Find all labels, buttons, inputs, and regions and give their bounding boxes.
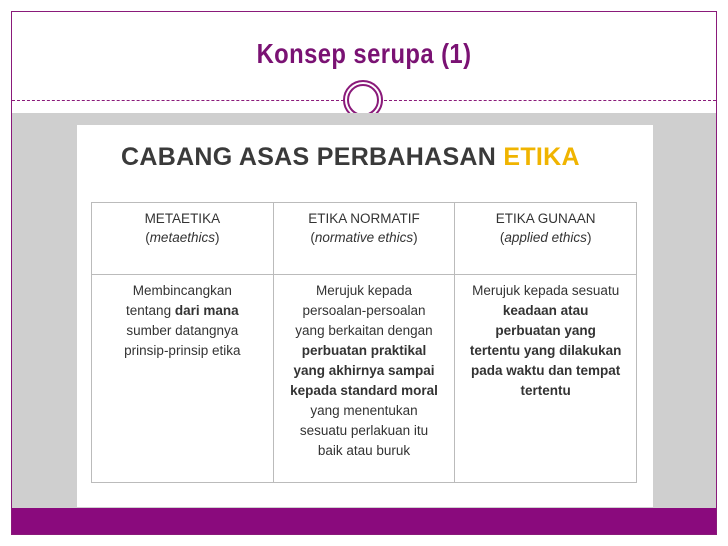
image-heading <box>121 143 580 172</box>
header-name: METAETIKA <box>144 211 221 226</box>
table-body-row <box>92 275 637 483</box>
header-etika-normatif <box>273 203 455 275</box>
header-metaetika <box>92 203 274 275</box>
header-etika-gunaan <box>455 203 637 275</box>
image-heading-accent: ETIKA <box>503 143 580 171</box>
table-header-row <box>92 203 637 275</box>
slide-title: Konsep serupa (1) <box>256 38 472 69</box>
title-divider-right <box>384 100 716 101</box>
etika-table-image <box>77 125 653 507</box>
cell-metaetika: Membincangkan tentang dari mana sumber datangnya prinsip-prinsip etika <box>92 275 274 483</box>
header-sub: (applied ethics) <box>499 230 592 245</box>
header-name: ETIKA GUNAAN <box>495 211 596 226</box>
image-heading-main: CABANG ASAS PERBAHASAN <box>121 143 504 171</box>
title-divider-left <box>12 100 344 101</box>
header-sub: (metaethics) <box>145 230 220 245</box>
cell-etika-normatif: Merujuk kepada persoalan-persoalan yang berkaitan dengan perbuatan praktikal yang akhirnya sampai kepada standard moral yang menentukan sesuatu perlakuan itu baik atau buruk <box>273 275 455 483</box>
header-sub: (normative ethics) <box>310 230 418 245</box>
header-name: ETIKA NORMATIF <box>308 211 420 226</box>
divider-ornament-inner <box>347 84 379 116</box>
footer-bar <box>12 508 716 534</box>
cell-etika-gunaan: Merujuk kepada sesuatu keadaan atau perbuatan yang tertentu yang dilakukan pada waktu dan tempat tertentu <box>455 275 637 483</box>
etika-table <box>91 202 637 483</box>
